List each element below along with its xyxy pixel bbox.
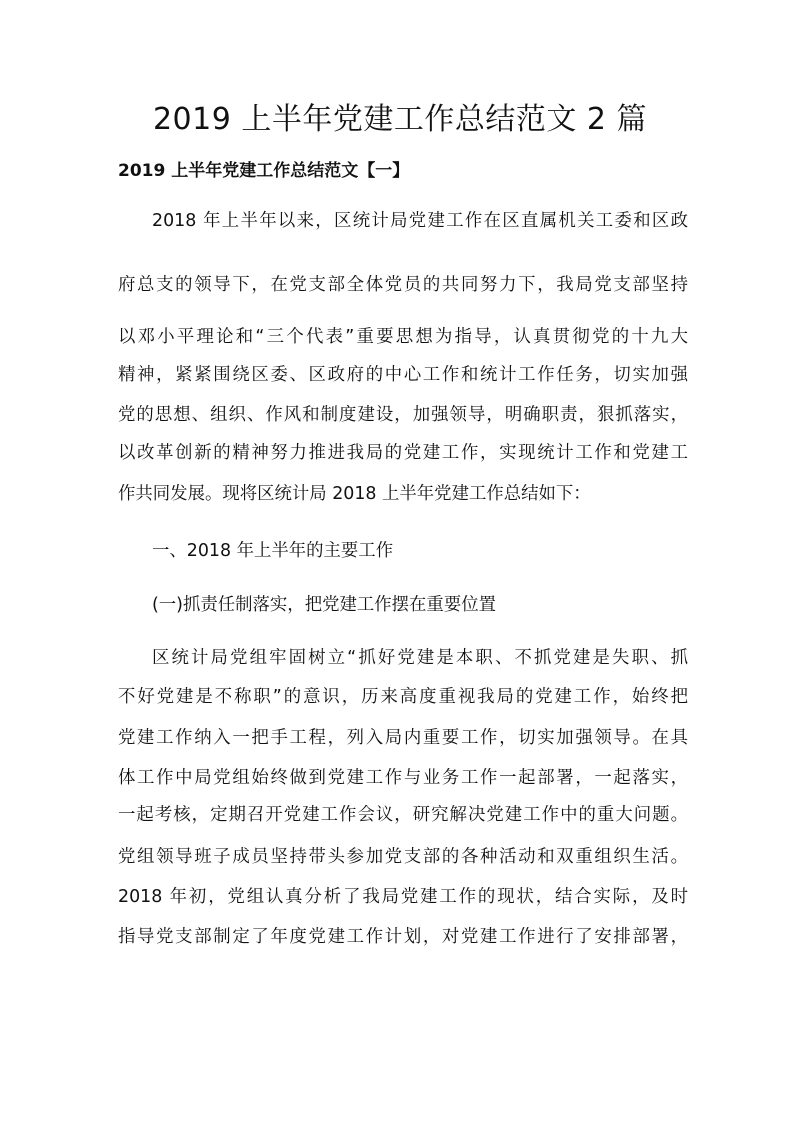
- paragraph-line: 体工作中局党组始终做到党建工作与业务工作一起部署，一起落实，: [118, 768, 688, 788]
- paragraph-line: 党建工作纳入一把手工程，列入局内重要工作，切实加强领导。在具: [118, 728, 688, 748]
- paragraph-line: 府总支的领导下，在党支部全体党员的共同努力下，我局党支部坚持: [118, 275, 688, 295]
- document-title: 2019 上半年党建工作总结范文 2 篇: [152, 102, 648, 137]
- paragraph-line: 2018 年初，党组认真分析了我局党建工作的现状，结合实际，及时: [118, 887, 688, 907]
- paragraph-line: 一起考核，定期召开党建工作会议，研究解决党建工作中的重大问题。: [118, 805, 688, 825]
- paragraph-line: 指导党支部制定了年度党建工作计划，对党建工作进行了安排部署，: [118, 927, 688, 947]
- section-heading: 2019 上半年党建工作总结范文【一】: [118, 161, 410, 181]
- paragraph-line: 党组领导班子成员坚持带头参加党支部的各种活动和双重组织生活。: [118, 847, 688, 867]
- paragraph-line: 2018 年上半年以来，区统计局党建工作在区直属机关工委和区政: [152, 211, 688, 231]
- paragraph-line: 以邓小平理论和“三个代表”重要思想为指导，认真贯彻党的十九大: [118, 327, 688, 347]
- paragraph-line: 区统计局党组牢固树立“抓好党建是本职、不抓党建是失职、抓: [152, 648, 688, 668]
- paragraph-line: 党的思想、组织、作风和制度建设，加强领导，明确职责，狠抓落实，: [118, 405, 688, 425]
- paragraph-line: 不好党建是不称职”的意识，历来高度重视我局的党建工作，始终把: [118, 687, 688, 707]
- paragraph-line: 精神，紧紧围绕区委、区政府的中心工作和统计工作任务，切实加强: [118, 365, 688, 385]
- heading-level2: (一)抓责任制落实，把党建工作摆在重要位置: [152, 595, 496, 615]
- paragraph-line: 作共同发展。现将区统计局 2018 上半年党建工作总结如下：: [118, 484, 591, 504]
- paragraph-line: 以改革创新的精神努力推进我局的党建工作，实现统计工作和党建工: [118, 443, 688, 463]
- heading-level1: 一、2018 年上半年的主要工作: [152, 541, 394, 561]
